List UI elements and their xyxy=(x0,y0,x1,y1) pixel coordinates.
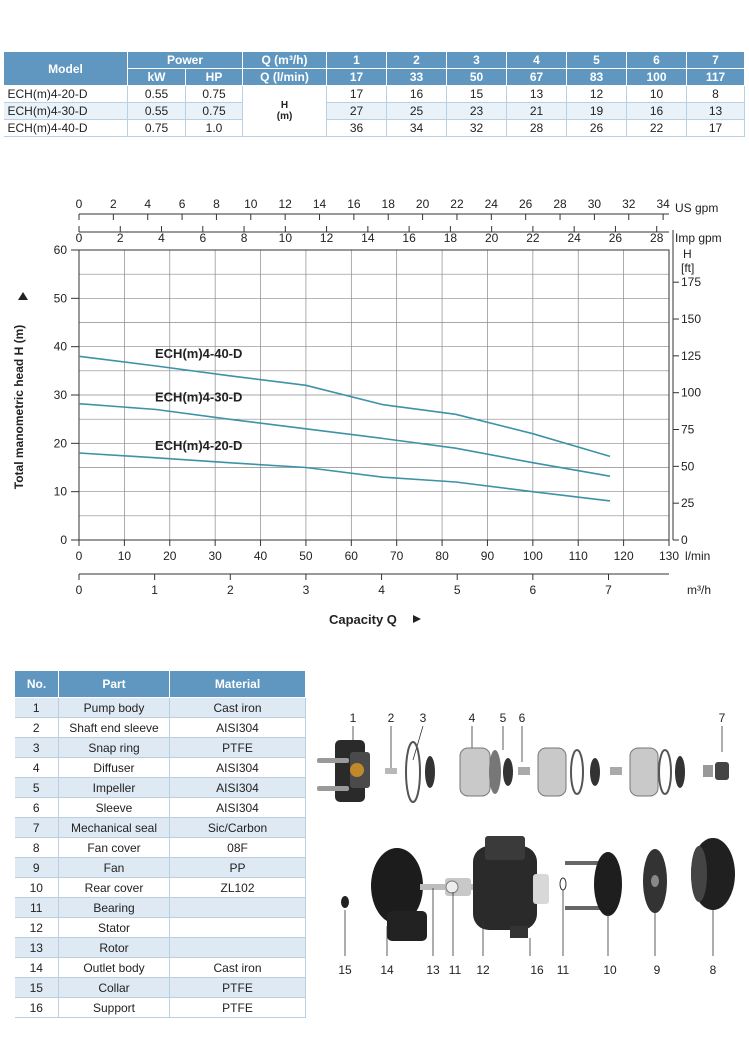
imp-gpm-tick-label: 18 xyxy=(443,231,458,245)
no-header: No. xyxy=(15,671,59,698)
imp-gpm-tick-label: 6 xyxy=(199,231,207,245)
q-lmin-value: 50 xyxy=(447,69,507,86)
imp-gpm-tick-label: 10 xyxy=(278,231,293,245)
y-tick-label: 60 xyxy=(53,243,67,257)
parts-no-cell: 9 xyxy=(15,858,59,878)
parts-no-cell: 11 xyxy=(15,898,59,918)
parts-row xyxy=(15,778,306,798)
parts-part-cell: Mechanical seal xyxy=(59,818,170,838)
x-tick-label: 120 xyxy=(613,549,634,563)
x-tick-label: 40 xyxy=(253,549,268,563)
y-tick-label: 20 xyxy=(53,436,67,451)
part-label: 5 xyxy=(499,711,507,725)
y-tick-label: 10 xyxy=(53,484,67,499)
us-gpm-tick-label: 20 xyxy=(415,197,430,211)
parts-part-cell: Fan xyxy=(59,858,170,878)
head-cell: 13 xyxy=(687,103,745,120)
m3h-tick-label: 3 xyxy=(302,583,310,597)
q-lmin-value: 100 xyxy=(627,69,687,86)
hp-cell: 0.75 xyxy=(186,86,243,103)
parts-no-cell: 1 xyxy=(15,698,59,718)
exploded-view-hydraulic xyxy=(305,700,745,830)
parts-row xyxy=(15,738,306,758)
exploded-view-motor xyxy=(325,826,745,986)
x-tick-label: 110 xyxy=(568,549,588,563)
parts-no-cell: 6 xyxy=(15,798,59,818)
head-cell: 27 xyxy=(327,103,387,120)
part-labels-bottom xyxy=(338,963,716,977)
part-label: 15 xyxy=(338,963,352,977)
us-gpm-axis-title: US gpm xyxy=(675,201,719,215)
head-cell: 32 xyxy=(447,120,507,137)
imp-gpm-tick-label: 2 xyxy=(116,231,124,245)
part-label: 4 xyxy=(468,711,476,725)
parts-row xyxy=(15,698,306,718)
parts-part-cell: Diffuser xyxy=(59,758,170,778)
parts-material-cell: AISI304 xyxy=(170,778,306,798)
q-m3h-header: Q (m³/h) xyxy=(243,52,327,69)
ft-tick-label: 75 xyxy=(681,422,695,437)
parts-no-cell: 4 xyxy=(15,758,59,778)
x-tick-label: 60 xyxy=(344,549,358,563)
parts-part-cell: Rotor xyxy=(59,938,170,958)
parts-row xyxy=(15,938,306,958)
parts-no-cell: 5 xyxy=(15,778,59,798)
parts-part-cell: Impeller xyxy=(59,778,170,798)
q-lmin-value: 67 xyxy=(507,69,567,86)
part-label: 12 xyxy=(476,963,490,977)
parts-material-cell: Cast iron xyxy=(170,698,306,718)
imp-gpm-tick-label: 8 xyxy=(240,231,248,245)
y-axis-arrow-icon xyxy=(18,292,28,300)
power-header: Power xyxy=(128,52,243,69)
q-lmin-value: 17 xyxy=(327,69,387,86)
us-gpm-tick-label: 30 xyxy=(587,197,602,211)
ft-tick-label: 175 xyxy=(681,275,702,290)
x-tick-label: 20 xyxy=(163,549,177,563)
parts-part-cell: Rear cover xyxy=(59,878,170,898)
model-cell: ECH(m)4-30-D xyxy=(4,103,128,120)
parts-no-cell: 2 xyxy=(15,718,59,738)
head-unit: (m) xyxy=(276,111,293,122)
x-tick-label: 10 xyxy=(117,549,132,563)
y-tick-label: 50 xyxy=(53,291,67,306)
parts-part-cell: Collar xyxy=(59,978,170,998)
parts-no-cell: 14 xyxy=(15,958,59,978)
head-cell: 23 xyxy=(447,103,507,120)
parts-material-cell: PP xyxy=(170,858,306,878)
us-gpm-tick-label: 0 xyxy=(75,197,83,211)
us-gpm-tick-label: 6 xyxy=(178,197,186,211)
imp-gpm-tick-label: 28 xyxy=(650,231,664,245)
fan-cover-part xyxy=(691,838,735,910)
imp-gpm-tick-label: 4 xyxy=(158,231,165,245)
parts-material-cell: ZL102 xyxy=(170,878,306,898)
part-label: 1 xyxy=(349,711,357,725)
parts-table xyxy=(14,670,306,1018)
head-cell: 28 xyxy=(507,120,567,137)
x-tick-label: 30 xyxy=(208,549,222,563)
x-tick-label: 50 xyxy=(299,549,313,563)
part-label: 9 xyxy=(653,963,661,977)
parts-material-cell: 08F xyxy=(170,838,306,858)
ft-axis-title: H xyxy=(683,247,692,261)
part-label: 7 xyxy=(718,711,726,725)
parts-no-cell: 13 xyxy=(15,938,59,958)
y-tick-label: 30 xyxy=(53,388,67,402)
m3h-tick-label: 1 xyxy=(151,583,158,597)
parts-no-cell: 8 xyxy=(15,838,59,858)
us-gpm-tick-label: 8 xyxy=(213,197,220,211)
parts-part-cell: Outlet body xyxy=(59,958,170,978)
parts-row xyxy=(15,918,306,938)
us-gpm-tick-label: 28 xyxy=(553,197,567,211)
series-label: ECH(m)4-30-D xyxy=(155,389,243,405)
m3h-unit-label: m³/h xyxy=(687,583,711,597)
us-gpm-tick-label: 10 xyxy=(244,197,258,211)
part-header: Part xyxy=(59,671,170,698)
material-header: Material xyxy=(170,671,306,698)
head-cell: 17 xyxy=(687,120,745,137)
model-cell: ECH(m)4-40-D xyxy=(4,120,128,137)
head-unit-cell xyxy=(243,86,327,137)
us-gpm-tick-label: 2 xyxy=(110,197,117,211)
imp-gpm-tick-label: 14 xyxy=(361,231,375,245)
model-header: Model xyxy=(4,52,128,86)
parts-part-cell: Support xyxy=(59,998,170,1018)
pump-body-part xyxy=(317,740,370,802)
m3h-tick-label: 0 xyxy=(75,583,83,597)
head-cell: 21 xyxy=(507,103,567,120)
us-gpm-tick-label: 14 xyxy=(312,197,327,211)
part-label: 3 xyxy=(419,711,427,725)
x-tick-label: 130 xyxy=(658,549,680,563)
imp-gpm-axis-title: Imp gpm xyxy=(675,231,722,245)
us-gpm-tick-label: 24 xyxy=(484,197,498,211)
parts-row xyxy=(15,898,306,918)
q-lmin-value: 117 xyxy=(687,69,745,86)
x-axis-title: Capacity Q xyxy=(329,612,397,627)
q-lmin-value: 33 xyxy=(387,69,447,86)
us-gpm-tick-label: 4 xyxy=(144,197,152,211)
parts-row xyxy=(15,858,306,878)
bearing-icon xyxy=(560,878,566,890)
head-cell: 10 xyxy=(627,86,687,103)
ft-tick-label: 150 xyxy=(681,312,702,327)
parts-material-cell: Sic/Carbon xyxy=(170,818,306,838)
parts-material-cell xyxy=(170,938,306,958)
part-label: 14 xyxy=(380,963,394,977)
ft-tick-label: 0 xyxy=(681,533,688,547)
parts-row xyxy=(15,998,306,1018)
part-label: 16 xyxy=(530,963,544,977)
outlet-body-part xyxy=(371,848,427,941)
hp-header: HP xyxy=(186,69,243,86)
us-gpm-tick-label: 18 xyxy=(381,197,395,211)
series-label: ECH(m)4-40-D xyxy=(155,346,243,361)
parts-no-cell: 12 xyxy=(15,918,59,938)
parts-part-cell: Pump body xyxy=(59,698,170,718)
x-tick-label: 70 xyxy=(390,549,404,563)
us-gpm-tick-label: 26 xyxy=(518,197,533,211)
q-m3h-value: 4 xyxy=(507,52,567,69)
table-row xyxy=(4,86,745,103)
m3h-tick-label: 5 xyxy=(453,583,461,597)
collar-part xyxy=(341,896,349,908)
y-axis-title: Total manometric head H (m) xyxy=(12,324,26,490)
q-m3h-value: 5 xyxy=(567,52,627,69)
kw-cell: 0.55 xyxy=(128,86,186,103)
support-part xyxy=(510,926,528,938)
part-label: 2 xyxy=(387,711,395,725)
head-cell: 16 xyxy=(387,86,447,103)
x-tick-label: 0 xyxy=(75,549,83,563)
q-lmin-value: 83 xyxy=(567,69,627,86)
part-labels-top xyxy=(350,711,726,725)
ft-axis-unit: [ft] xyxy=(681,261,695,275)
imp-gpm-tick-label: 24 xyxy=(567,231,581,245)
performance-table xyxy=(3,51,745,137)
imp-gpm-tick-label: 22 xyxy=(526,231,540,245)
q-m3h-value: 1 xyxy=(327,52,387,69)
imp-gpm-tick-label: 12 xyxy=(319,231,334,245)
parts-no-cell: 16 xyxy=(15,998,59,1018)
hp-cell: 1.0 xyxy=(186,120,243,137)
q-m3h-value: 2 xyxy=(387,52,447,69)
us-gpm-tick-label: 16 xyxy=(347,197,361,211)
x-tick-label: 100 xyxy=(522,549,543,563)
us-gpm-tick-label: 32 xyxy=(622,197,636,211)
parts-row xyxy=(15,798,306,818)
model-cell: ECH(m)4-20-D xyxy=(4,86,128,103)
parts-no-cell: 15 xyxy=(15,978,59,998)
parts-row xyxy=(15,718,306,738)
m3h-tick-label: 7 xyxy=(605,583,612,597)
rear-cover-part xyxy=(565,852,622,916)
imp-gpm-tick-label: 20 xyxy=(484,231,499,245)
head-cell: 13 xyxy=(507,86,567,103)
x-unit-label: l/min xyxy=(685,549,711,563)
ft-tick-label: 100 xyxy=(681,385,702,400)
imp-gpm-tick-label: 0 xyxy=(75,231,83,245)
ft-tick-label: 25 xyxy=(681,496,695,511)
parts-part-cell: Sleeve xyxy=(59,798,170,818)
part-label: 10 xyxy=(603,963,617,977)
ft-tick-label: 50 xyxy=(681,459,695,474)
parts-part-cell: Snap ring xyxy=(59,738,170,758)
us-gpm-tick-label: 22 xyxy=(450,197,464,211)
ft-tick-label: 125 xyxy=(681,348,702,363)
us-gpm-tick-label: 12 xyxy=(278,197,292,211)
parts-row xyxy=(15,838,306,858)
parts-part-cell: Fan cover xyxy=(59,838,170,858)
parts-part-cell: Bearing xyxy=(59,898,170,918)
m3h-tick-label: 4 xyxy=(378,583,385,597)
q-m3h-value: 3 xyxy=(447,52,507,69)
parts-no-cell: 7 xyxy=(15,818,59,838)
head-cell: 17 xyxy=(327,86,387,103)
head-cell: 34 xyxy=(387,120,447,137)
table-row xyxy=(4,120,745,137)
head-cell: 26 xyxy=(567,120,627,137)
parts-row xyxy=(15,958,306,978)
head-cell: 19 xyxy=(567,103,627,120)
m3h-tick-label: 2 xyxy=(226,583,234,597)
head-cell: 25 xyxy=(387,103,447,120)
head-cell: 15 xyxy=(447,86,507,103)
head-cell: 22 xyxy=(627,120,687,137)
parts-row xyxy=(15,978,306,998)
m3h-tick-label: 6 xyxy=(529,583,537,597)
parts-material-cell: AISI304 xyxy=(170,718,306,738)
parts-row xyxy=(15,878,306,898)
parts-material-cell: Cast iron xyxy=(170,958,306,978)
part-label: 8 xyxy=(709,963,717,977)
parts-material-cell xyxy=(170,898,306,918)
parts-no-cell: 3 xyxy=(15,738,59,758)
parts-material-cell: AISI304 xyxy=(170,758,306,778)
imp-gpm-tick-label: 16 xyxy=(402,231,416,245)
kw-cell: 0.75 xyxy=(128,120,186,137)
series-label: ECH(m)4-20-D xyxy=(155,437,243,453)
head-cell: 36 xyxy=(327,120,387,137)
part-label: 11 xyxy=(448,963,462,977)
parts-part-cell: Stator xyxy=(59,918,170,938)
parts-material-cell: AISI304 xyxy=(170,798,306,818)
parts-row xyxy=(15,758,306,778)
part-label: 13 xyxy=(426,963,440,977)
x-tick-label: 90 xyxy=(480,549,495,563)
y-tick-label: 40 xyxy=(53,339,67,354)
parts-material-cell: PTFE xyxy=(170,978,306,998)
us-gpm-tick-label: 34 xyxy=(656,197,670,211)
head-cell: 8 xyxy=(687,86,745,103)
table-row xyxy=(4,103,745,120)
parts-material-cell: PTFE xyxy=(170,998,306,1018)
head-label: H xyxy=(280,100,289,111)
parts-row xyxy=(15,818,306,838)
part-label: 11 xyxy=(556,963,570,977)
imp-gpm-tick-label: 26 xyxy=(608,231,623,245)
q-m3h-value: 7 xyxy=(687,52,745,69)
hydraulic-stages xyxy=(385,742,729,802)
pump-curve-chart xyxy=(0,190,749,630)
x-tick-label: 80 xyxy=(435,549,449,563)
q-lmin-header: Q (l/min) xyxy=(243,69,327,86)
y-tick-label: 0 xyxy=(60,533,67,547)
kw-header: kW xyxy=(128,69,186,86)
parts-part-cell: Shaft end sleeve xyxy=(59,718,170,738)
parts-material-cell xyxy=(170,918,306,938)
hp-cell: 0.75 xyxy=(186,103,243,120)
head-cell: 16 xyxy=(627,103,687,120)
part-label: 6 xyxy=(518,711,526,725)
x-axis-arrow-icon xyxy=(413,615,421,623)
stator-part xyxy=(473,836,549,930)
fan-part xyxy=(643,849,667,913)
parts-material-cell: PTFE xyxy=(170,738,306,758)
kw-cell: 0.55 xyxy=(128,103,186,120)
head-cell: 12 xyxy=(567,86,627,103)
parts-no-cell: 10 xyxy=(15,878,59,898)
curve-line xyxy=(79,453,610,501)
q-m3h-value: 6 xyxy=(627,52,687,69)
